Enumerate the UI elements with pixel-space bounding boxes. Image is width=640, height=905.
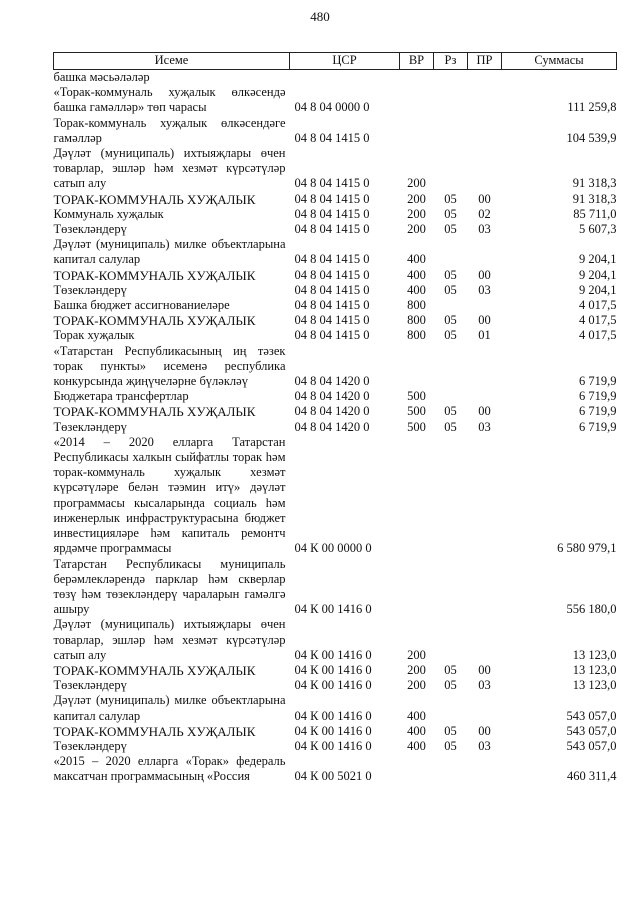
cell-pr: 03 bbox=[478, 738, 491, 753]
cell-vr bbox=[400, 557, 434, 618]
table-row bbox=[54, 420, 617, 435]
table-row bbox=[54, 237, 617, 267]
cell-sum: 6 719,9 bbox=[579, 374, 617, 389]
cell-csr: 04 8 04 1420 0 bbox=[294, 374, 370, 389]
cell-csr: 04 К 00 0000 0 bbox=[294, 541, 372, 556]
cell-rz: 05 bbox=[444, 328, 457, 343]
cell-sum: 6 719,9 bbox=[579, 389, 617, 404]
cell-vr: 200 bbox=[407, 176, 426, 191]
cell-rz: 05 bbox=[444, 313, 457, 328]
cell-vr bbox=[400, 435, 434, 557]
table-row bbox=[54, 693, 617, 723]
cell-rz bbox=[434, 116, 468, 146]
cell-sum: 9 204,1 bbox=[579, 267, 617, 282]
cell-name: «Татарстан Республикасының иң тәзек торак пункты» исеменә республика конкурсында җиңүчеләрне бүләкләү bbox=[53, 343, 286, 389]
cell-vr: 400 bbox=[407, 267, 426, 282]
cell-name: Төзекләндерү bbox=[53, 419, 127, 434]
cell-sum: 91 318,3 bbox=[572, 191, 617, 206]
cell-rz: 05 bbox=[444, 267, 457, 282]
cell-pr: 02 bbox=[478, 206, 491, 221]
cell-sum: 104 539,9 bbox=[566, 130, 617, 145]
cell-name: Коммуналь хуҗалык bbox=[53, 206, 164, 221]
cell-name: Дәүләт (муниципаль) милке объектларына капитал салулар bbox=[53, 237, 286, 267]
cell-sum: 91 318,3 bbox=[572, 176, 617, 191]
cell-rz: 05 bbox=[444, 678, 457, 693]
table-row bbox=[54, 739, 617, 754]
table-row bbox=[54, 389, 617, 404]
cell-sum: 4 017,5 bbox=[579, 298, 617, 313]
cell-sum: 6 719,9 bbox=[579, 404, 617, 419]
cell-sum: 13 123,0 bbox=[572, 678, 617, 693]
cell-rz bbox=[434, 754, 468, 784]
cell-csr: 04 8 04 1415 0 bbox=[294, 222, 370, 237]
cell-vr: 200 bbox=[407, 678, 426, 693]
cell-csr: 04 К 00 1416 0 bbox=[294, 678, 372, 693]
cell-sum: 85 711,0 bbox=[573, 206, 617, 221]
cell-name: Дәүләт (муниципаль) ихтыяҗлары өчен товарлар, эшләр һәм хезмәт күрсәтүләр сатып алу bbox=[53, 617, 286, 662]
cell-vr bbox=[400, 754, 434, 784]
cell-csr: 04 8 04 1415 0 bbox=[294, 176, 370, 191]
cell-rz bbox=[434, 389, 468, 404]
cell-vr: 200 bbox=[407, 191, 426, 206]
cell-csr: 04 8 04 1415 0 bbox=[294, 328, 370, 343]
cell-pr: 03 bbox=[478, 678, 491, 693]
budget-table bbox=[53, 52, 617, 785]
cell-sum bbox=[502, 70, 617, 86]
table-row bbox=[54, 146, 617, 192]
table-row bbox=[54, 70, 617, 86]
cell-csr: 04 8 04 1415 0 bbox=[294, 206, 370, 221]
cell-pr bbox=[468, 85, 502, 115]
cell-csr: 04 8 04 1415 0 bbox=[294, 282, 370, 297]
cell-pr: 00 bbox=[478, 267, 491, 282]
table-row bbox=[54, 663, 617, 678]
cell-pr bbox=[468, 298, 502, 313]
cell-vr: 200 bbox=[407, 222, 426, 237]
cell-rz bbox=[434, 557, 468, 618]
cell-pr bbox=[468, 237, 502, 267]
cell-pr bbox=[468, 557, 502, 618]
cell-vr: 800 bbox=[407, 313, 426, 328]
cell-name: Татарстан Республикасы муниципаль берәмлекләрендә парклар һәм скверлар төзү һәм төзекләндерү чараларын гамәлгә ашыру bbox=[53, 556, 286, 617]
cell-csr: 04 К 00 1416 0 bbox=[294, 723, 372, 738]
cell-rz bbox=[434, 435, 468, 557]
cell-csr: 04 К 00 1416 0 bbox=[294, 708, 372, 723]
cell-pr bbox=[468, 617, 502, 663]
cell-name: Торак хуҗалык bbox=[53, 328, 135, 343]
cell-name: ТОРАК-КОММУНАЛЬ ХУҖАЛЫК bbox=[53, 723, 256, 739]
column-header-rz: Рз bbox=[434, 53, 468, 70]
cell-csr: 04 8 04 1415 0 bbox=[294, 298, 370, 313]
cell-name: Дәүләт (муниципаль) милке объектларына капитал салулар bbox=[53, 693, 286, 723]
cell-rz: 05 bbox=[444, 206, 457, 221]
cell-csr: 04 К 00 1416 0 bbox=[294, 738, 372, 753]
cell-sum: 111 259,8 bbox=[567, 100, 617, 115]
cell-csr: 04 8 04 1415 0 bbox=[294, 130, 370, 145]
cell-csr: 04 К 00 1416 0 bbox=[294, 602, 372, 617]
cell-sum: 6 719,9 bbox=[579, 419, 617, 434]
cell-pr bbox=[468, 344, 502, 390]
cell-csr: 04 8 04 1420 0 bbox=[294, 419, 370, 434]
column-header-vr: ВР bbox=[400, 53, 434, 70]
cell-rz: 05 bbox=[444, 404, 457, 419]
cell-pr: 00 bbox=[478, 723, 491, 738]
cell-sum: 6 580 979,1 bbox=[557, 541, 617, 556]
cell-rz bbox=[434, 70, 468, 86]
cell-csr: 04 8 04 1415 0 bbox=[294, 252, 370, 267]
cell-vr: 400 bbox=[407, 252, 426, 267]
cell-vr: 200 bbox=[407, 647, 426, 662]
cell-name: «2014 – 2020 елларга Татарстан Республикасы халкын сыйфатлы торак һәм торак-коммуналь хуҗалык хезмәт күрсәтүләре белән тәэмин итү» дәүләт программасы кысаларында социаль һәм инженерлык инфраструктурасына бюджет инвестицияләре һәм капиталь ремонтч ярдәмче программасы bbox=[53, 434, 286, 556]
cell-name: Төзекләндерү bbox=[53, 222, 127, 237]
cell-name: ТОРАК-КОММУНАЛЬ ХУҖАЛЫК bbox=[53, 267, 256, 283]
cell-pr bbox=[468, 754, 502, 784]
cell-sum: 556 180,0 bbox=[566, 602, 617, 617]
cell-name: ТОРАК-КОММУНАЛЬ ХУҖАЛЫК bbox=[53, 404, 256, 420]
cell-pr bbox=[468, 116, 502, 146]
cell-vr: 200 bbox=[407, 662, 426, 677]
table-row bbox=[54, 557, 617, 618]
cell-rz bbox=[434, 344, 468, 390]
table-row bbox=[54, 298, 617, 313]
cell-csr: 04 8 04 0000 0 bbox=[294, 100, 370, 115]
table-row bbox=[54, 617, 617, 663]
column-header-sum: Суммасы bbox=[502, 53, 617, 70]
cell-sum: 543 057,0 bbox=[566, 723, 617, 738]
table-row bbox=[54, 283, 617, 298]
cell-vr: 400 bbox=[407, 723, 426, 738]
cell-name: Төзекләндерү bbox=[53, 282, 127, 297]
cell-vr: 400 bbox=[407, 708, 426, 723]
cell-vr: 400 bbox=[407, 738, 426, 753]
cell-pr bbox=[468, 389, 502, 404]
cell-pr: 03 bbox=[478, 419, 491, 434]
cell-vr bbox=[400, 85, 434, 115]
cell-rz bbox=[434, 298, 468, 313]
table-row bbox=[54, 207, 617, 222]
cell-rz bbox=[434, 146, 468, 192]
cell-sum: 5 607,3 bbox=[579, 222, 617, 237]
cell-pr: 00 bbox=[478, 404, 491, 419]
cell-rz: 05 bbox=[444, 282, 457, 297]
cell-name: башка мәсьәләләр bbox=[53, 70, 150, 84]
cell-pr bbox=[468, 435, 502, 557]
cell-name: ТОРАК-КОММУНАЛЬ ХУҖАЛЫК bbox=[53, 313, 256, 329]
cell-pr: 00 bbox=[478, 191, 491, 206]
table-row bbox=[54, 328, 617, 343]
cell-vr bbox=[400, 344, 434, 390]
cell-name: «Торак-коммуналь хуҗалык өлкәсендә башка гамәлләр» төп чарасы bbox=[53, 85, 286, 115]
cell-vr: 500 bbox=[407, 389, 426, 404]
column-header-csr: ЦСР bbox=[290, 53, 400, 70]
cell-sum: 4 017,5 bbox=[579, 313, 617, 328]
cell-name: Төзекләндерү bbox=[53, 678, 127, 693]
cell-vr: 800 bbox=[407, 298, 426, 313]
cell-sum: 9 204,1 bbox=[579, 282, 617, 297]
column-header-name: Исеме bbox=[54, 53, 290, 70]
table-row bbox=[54, 85, 617, 115]
cell-csr bbox=[290, 70, 400, 86]
cell-pr: 01 bbox=[478, 328, 491, 343]
cell-rz bbox=[434, 617, 468, 663]
cell-csr: 04 8 04 1415 0 bbox=[294, 191, 370, 206]
cell-sum: 9 204,1 bbox=[579, 252, 617, 267]
cell-rz bbox=[434, 693, 468, 723]
cell-name: Төзекләндерү bbox=[53, 738, 127, 753]
table-row bbox=[54, 222, 617, 237]
table-body bbox=[54, 70, 617, 785]
cell-vr bbox=[400, 116, 434, 146]
cell-pr bbox=[468, 146, 502, 192]
cell-sum: 4 017,5 bbox=[579, 328, 617, 343]
cell-sum: 13 123,0 bbox=[572, 647, 617, 662]
cell-name: Дәүләт (муниципаль) ихтыяҗлары өчен товарлар, эшләр һәм хезмәт күрсәтүләр сатып алу bbox=[53, 146, 286, 191]
cell-pr: 00 bbox=[478, 313, 491, 328]
cell-csr: 04 8 04 1415 0 bbox=[294, 313, 370, 328]
cell-pr: 03 bbox=[478, 222, 491, 237]
table-row bbox=[54, 344, 617, 390]
cell-sum: 460 311,4 bbox=[566, 769, 617, 784]
table-row bbox=[54, 268, 617, 283]
cell-rz bbox=[434, 237, 468, 267]
cell-csr: 04 8 04 1420 0 bbox=[294, 389, 370, 404]
cell-csr: 04 8 04 1415 0 bbox=[294, 267, 370, 282]
cell-name: Торак-коммуналь хуҗалык өлкәсендәге гамәлләр bbox=[53, 115, 286, 145]
table-header-row bbox=[54, 53, 617, 70]
cell-name: Башка бюджет ассигнованиеләре bbox=[53, 298, 230, 313]
cell-pr bbox=[468, 70, 502, 86]
cell-pr: 03 bbox=[478, 282, 491, 297]
cell-name: Бюджетара трансфертлар bbox=[53, 389, 189, 404]
cell-sum: 13 123,0 bbox=[572, 662, 617, 677]
cell-rz bbox=[434, 85, 468, 115]
cell-name: ТОРАК-КОММУНАЛЬ ХУҖАЛЫК bbox=[53, 662, 256, 678]
table-row bbox=[54, 678, 617, 693]
cell-sum: 543 057,0 bbox=[566, 738, 617, 753]
table-row bbox=[54, 116, 617, 146]
cell-pr: 00 bbox=[478, 662, 491, 677]
cell-csr: 04 К 00 1416 0 bbox=[294, 647, 372, 662]
cell-vr: 500 bbox=[407, 419, 426, 434]
cell-rz: 05 bbox=[444, 191, 457, 206]
cell-pr bbox=[468, 693, 502, 723]
table-row bbox=[54, 404, 617, 419]
column-header-pr: ПР bbox=[468, 53, 502, 70]
cell-rz: 05 bbox=[444, 222, 457, 237]
cell-vr: 800 bbox=[407, 328, 426, 343]
cell-vr bbox=[400, 70, 434, 86]
cell-rz: 05 bbox=[444, 738, 457, 753]
table-row bbox=[54, 192, 617, 207]
cell-name: «2015 – 2020 елларга «Торак» федераль максатчан программасының «Россия bbox=[53, 754, 286, 784]
cell-csr: 04 К 00 5021 0 bbox=[294, 769, 372, 784]
table-row bbox=[54, 313, 617, 328]
cell-rz: 05 bbox=[444, 662, 457, 677]
table-row bbox=[54, 724, 617, 739]
table-row bbox=[54, 754, 617, 784]
cell-vr: 200 bbox=[407, 206, 426, 221]
cell-csr: 04 8 04 1420 0 bbox=[294, 404, 370, 419]
cell-csr: 04 К 00 1416 0 bbox=[294, 662, 372, 677]
cell-sum: 543 057,0 bbox=[566, 708, 617, 723]
cell-rz: 05 bbox=[444, 419, 457, 434]
cell-rz: 05 bbox=[444, 723, 457, 738]
cell-vr: 500 bbox=[407, 404, 426, 419]
table-row bbox=[54, 435, 617, 557]
cell-name: ТОРАК-КОММУНАЛЬ ХУҖАЛЫК bbox=[53, 191, 256, 207]
cell-vr: 400 bbox=[407, 282, 426, 297]
page-number: 480 bbox=[310, 9, 330, 24]
